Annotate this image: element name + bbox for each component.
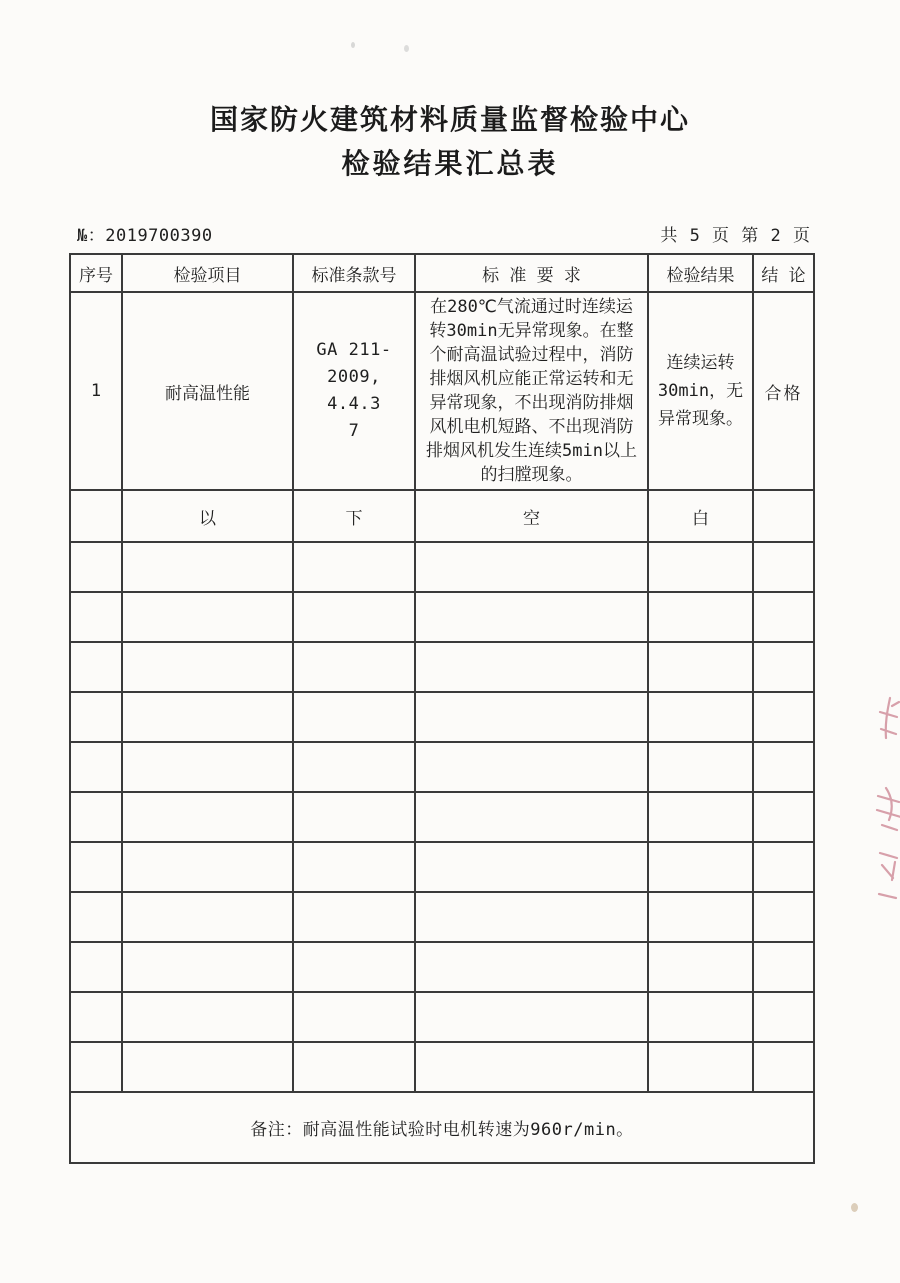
empty-cell <box>753 942 814 992</box>
filler-cell-result: 白 <box>648 490 753 542</box>
empty-cell <box>415 992 648 1042</box>
requirement-line: 转30min无异常现象。在整 <box>429 321 634 341</box>
empty-cell <box>70 692 122 742</box>
empty-cell <box>293 892 415 942</box>
requirement-line: 风机电机短路、不出现消防 <box>429 417 634 437</box>
empty-cell <box>70 892 122 942</box>
cell-seq: 1 <box>70 292 122 490</box>
empty-cell <box>753 542 814 592</box>
empty-cell <box>293 642 415 692</box>
requirement-line: 的扫膛现象。 <box>480 465 583 485</box>
empty-row <box>70 1042 814 1092</box>
empty-cell <box>415 792 648 842</box>
empty-cell <box>648 1042 753 1092</box>
filler-cell-conclusion <box>753 490 814 542</box>
empty-cell <box>753 742 814 792</box>
filler-cell-item: 以 <box>122 490 293 542</box>
cell-conclusion: 合格 <box>753 292 814 490</box>
cell-clause <box>293 292 415 490</box>
empty-cell <box>753 892 814 942</box>
requirement-line: 异常现象，不出现消防排烟 <box>429 393 634 413</box>
clause-line: 2009, <box>327 367 381 387</box>
requirement-line: 个耐高温试验过程中，消防 <box>429 345 634 365</box>
empty-cell <box>122 992 293 1042</box>
page-indicator: 共 5 页 第 2 页 <box>660 226 811 246</box>
empty-cell <box>122 642 293 692</box>
empty-cell <box>648 592 753 642</box>
empty-cell <box>753 842 814 892</box>
cell-result <box>648 292 753 490</box>
empty-cell <box>648 692 753 742</box>
empty-cell <box>648 792 753 842</box>
result-line: 30min，无 <box>657 381 744 401</box>
empty-cell <box>648 992 753 1042</box>
report-number: №：2019700390 <box>77 226 213 246</box>
scan-speck <box>404 45 409 52</box>
meta-row <box>69 221 813 246</box>
empty-row <box>70 542 814 592</box>
empty-cell <box>122 542 293 592</box>
note-cell <box>70 1092 814 1163</box>
col-header-conclusion: 结 论 <box>753 254 814 292</box>
empty-cell <box>293 692 415 742</box>
page-subtitle: 检验结果汇总表 <box>341 147 559 180</box>
empty-cell <box>648 542 753 592</box>
empty-row <box>70 742 814 792</box>
result-line: 异常现象。 <box>658 409 743 429</box>
results-table <box>69 253 815 1164</box>
empty-cell <box>122 742 293 792</box>
empty-cell <box>753 992 814 1042</box>
empty-cell <box>648 892 753 942</box>
empty-cell <box>415 642 648 692</box>
empty-cell <box>293 742 415 792</box>
empty-cell <box>122 692 293 742</box>
empty-row <box>70 992 814 1042</box>
result-line: 连续运转 <box>666 353 735 373</box>
col-header-requirement: 标 准 要 求 <box>415 254 648 292</box>
empty-cell <box>293 942 415 992</box>
empty-row <box>70 942 814 992</box>
filler-cell-seq <box>70 490 122 542</box>
cell-item: 耐高温性能 <box>122 292 293 490</box>
requirement-line: 排烟风机应能正常运转和无 <box>429 369 634 389</box>
clause-line: 7 <box>348 421 360 441</box>
cell-requirement <box>415 292 648 490</box>
empty-cell <box>293 842 415 892</box>
clause-line: 4.4.3 <box>327 394 381 414</box>
empty-cell <box>415 542 648 592</box>
red-ink-marks <box>870 688 900 903</box>
note-label: 备注： <box>250 1120 303 1140</box>
empty-cell <box>415 892 648 942</box>
page-title: 国家防火建筑材料质量监督检验中心 <box>209 103 690 136</box>
empty-cell <box>415 742 648 792</box>
empty-cell <box>293 792 415 842</box>
clause-line: GA 211- <box>316 340 392 360</box>
empty-cell <box>70 942 122 992</box>
empty-cell <box>122 892 293 942</box>
empty-cell <box>122 842 293 892</box>
requirement-line: 在280℃气流通过时连续运 <box>430 297 633 317</box>
empty-cell <box>70 1042 122 1092</box>
note-text: 耐高温性能试验时电机转速为960r/min。 <box>302 1120 634 1140</box>
empty-cell <box>753 792 814 842</box>
empty-cell <box>70 642 122 692</box>
empty-cell <box>70 792 122 842</box>
empty-cell <box>70 742 122 792</box>
empty-row <box>70 642 814 692</box>
empty-row <box>70 792 814 842</box>
empty-cell <box>415 1042 648 1092</box>
empty-cell <box>70 842 122 892</box>
empty-row <box>70 692 814 742</box>
empty-cell <box>415 942 648 992</box>
table-header-row <box>70 254 814 292</box>
scan-speck <box>351 42 355 48</box>
col-header-clause: 标准条款号 <box>293 254 415 292</box>
empty-cell <box>648 742 753 792</box>
empty-cell <box>648 942 753 992</box>
empty-cell <box>753 1042 814 1092</box>
empty-cell <box>293 992 415 1042</box>
empty-cell <box>122 792 293 842</box>
col-header-seq: 序号 <box>70 254 122 292</box>
empty-cell <box>70 592 122 642</box>
filler-cell-requirement: 空 <box>415 490 648 542</box>
empty-cell <box>648 842 753 892</box>
empty-cell <box>415 692 648 742</box>
filler-cell-clause: 下 <box>293 490 415 542</box>
table-row-1 <box>70 292 814 490</box>
empty-cell <box>753 592 814 642</box>
note-row <box>70 1092 814 1163</box>
empty-cell <box>753 692 814 742</box>
note-section <box>70 1092 814 1163</box>
empty-cell <box>70 992 122 1042</box>
empty-cell <box>415 842 648 892</box>
empty-cell <box>122 592 293 642</box>
scan-speck <box>851 1203 858 1212</box>
blank-below-row <box>70 490 814 542</box>
empty-cell <box>753 642 814 692</box>
empty-cell <box>415 592 648 642</box>
col-header-item: 检验项目 <box>122 254 293 292</box>
empty-cell <box>122 1042 293 1092</box>
empty-cell <box>293 542 415 592</box>
empty-row <box>70 892 814 942</box>
col-header-result: 检验结果 <box>648 254 753 292</box>
requirement-line: 排烟风机发生连续5min以上 <box>426 441 637 461</box>
empty-row <box>70 592 814 642</box>
empty-cell <box>293 1042 415 1092</box>
empty-rows <box>70 542 814 1092</box>
empty-row <box>70 842 814 892</box>
empty-cell <box>648 642 753 692</box>
empty-cell <box>122 942 293 992</box>
data-rows <box>70 292 814 542</box>
empty-cell <box>70 542 122 592</box>
empty-cell <box>293 592 415 642</box>
